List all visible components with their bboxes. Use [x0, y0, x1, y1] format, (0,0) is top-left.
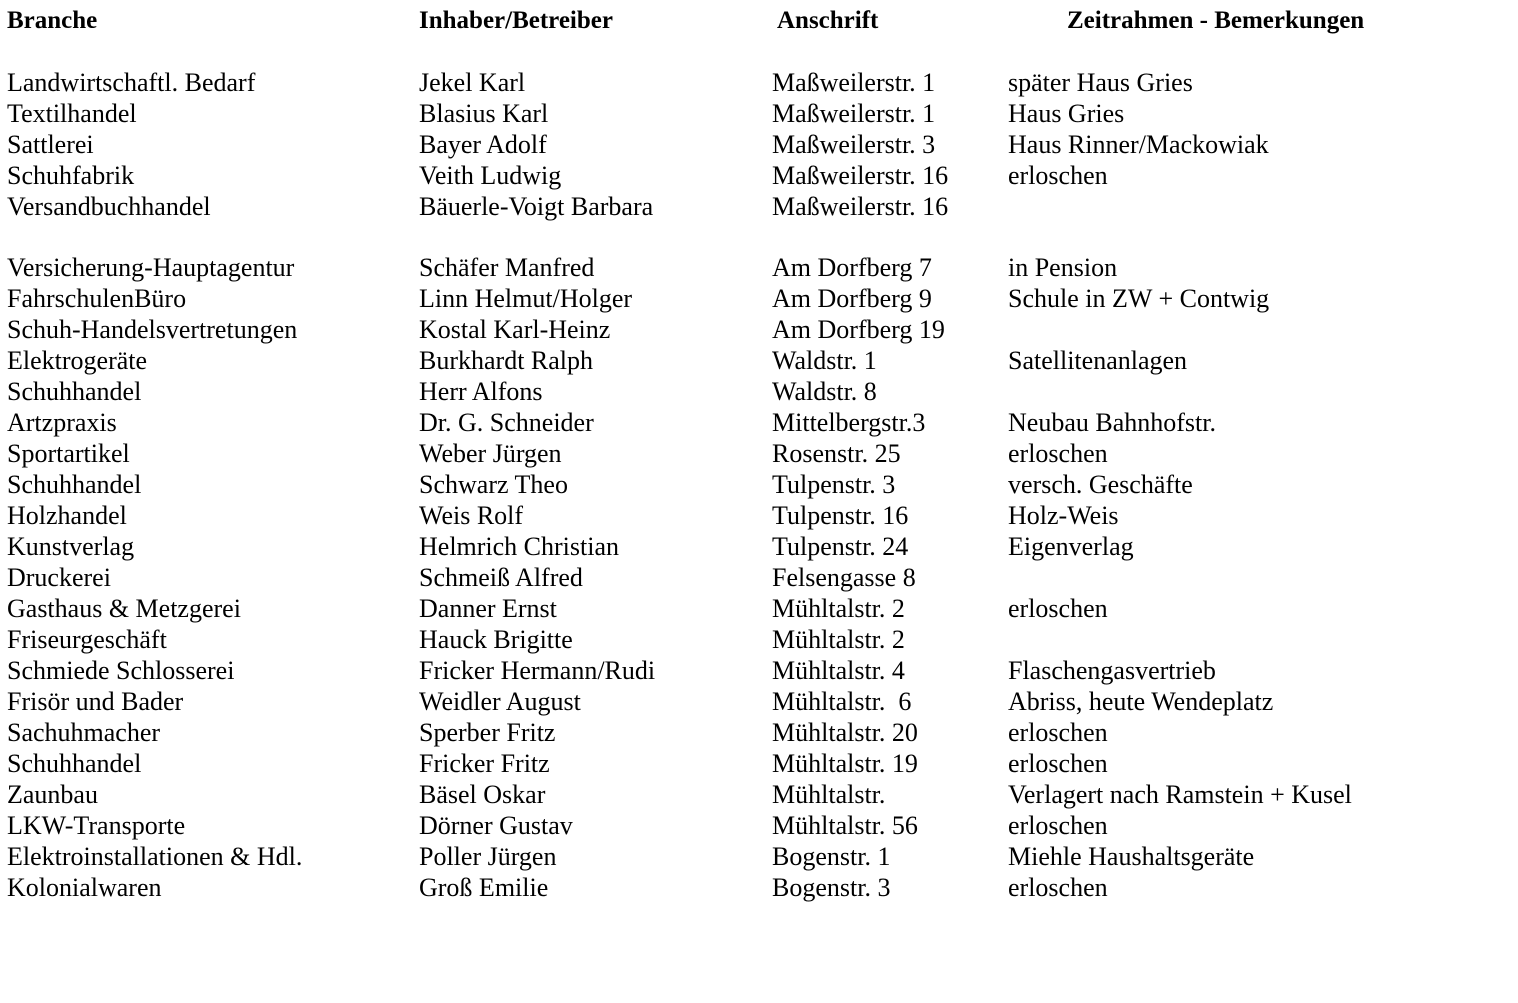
branche-cell: Schuhhandel	[7, 749, 142, 778]
inhaber-cell: Burkhardt Ralph	[419, 346, 594, 375]
branche-cell: Kolonialwaren	[7, 873, 162, 902]
table-row	[0, 283, 1518, 314]
header-bemerkungen: Zeitrahmen - Bemerkungen	[1067, 7, 1365, 34]
branche-cell: Schuhhandel	[7, 470, 142, 499]
table-row	[0, 438, 1518, 469]
table-row	[0, 98, 1518, 129]
inhaber-cell: Bayer Adolf	[419, 130, 547, 159]
branche-cell: Schuhhandel	[7, 377, 142, 406]
table-row	[0, 314, 1518, 345]
inhaber-cell: Fricker Fritz	[419, 749, 550, 778]
table-row	[0, 407, 1518, 438]
bemerkung-cell: versch. Geschäfte	[1008, 470, 1193, 499]
anschrift-cell: Am Dorfberg 9	[772, 284, 932, 313]
inhaber-cell: Bäuerle-Voigt Barbara	[419, 192, 654, 221]
branche-cell: Sportartikel	[7, 439, 130, 468]
inhaber-cell: Blasius Karl	[419, 99, 549, 128]
branche-cell: Schmiede Schlosserei	[7, 656, 235, 685]
table-row	[0, 593, 1518, 624]
header-inhaber: Inhaber/Betreiber	[419, 7, 613, 34]
anschrift-cell: Bogenstr. 1	[772, 842, 891, 871]
anschrift-cell: Mühltalstr. 2	[772, 594, 905, 623]
branche-cell: Elektroinstallationen & Hdl.	[7, 842, 303, 871]
table-row	[0, 500, 1518, 531]
bemerkung-cell: später Haus Gries	[1008, 68, 1193, 97]
branche-cell: Druckerei	[7, 563, 111, 592]
branche-cell: Gasthaus & Metzgerei	[7, 594, 241, 623]
anschrift-cell: Felsengasse 8	[772, 563, 916, 592]
inhaber-cell: Dr. G. Schneider	[419, 408, 594, 437]
table-row	[0, 191, 1518, 222]
header-anschrift: Anschrift	[777, 7, 879, 34]
bemerkung-cell: Miehle Haushaltsgeräte	[1008, 842, 1255, 871]
bemerkung-cell: Schule in ZW + Contwig	[1008, 284, 1270, 313]
bemerkung-cell: Haus Rinner/Mackowiak	[1008, 130, 1269, 159]
branche-cell: Holzhandel	[7, 501, 127, 530]
branche-cell: Schuh-Handelsvertretungen	[7, 315, 298, 344]
branche-cell: Schuhfabrik	[7, 161, 135, 190]
anschrift-cell: Maßweilerstr. 16	[772, 192, 949, 221]
inhaber-cell: Hauck Brigitte	[419, 625, 573, 654]
table-row	[0, 748, 1518, 779]
branche-cell: FahrschulenBüro	[7, 284, 187, 313]
anschrift-cell: Maßweilerstr. 16	[772, 161, 949, 190]
table-row	[0, 841, 1518, 872]
anschrift-cell: Mühltalstr. 2	[772, 625, 905, 654]
bemerkung-cell: erloschen	[1008, 873, 1108, 902]
anschrift-cell: Tulpenstr. 16	[772, 501, 909, 530]
inhaber-cell: Groß Emilie	[419, 873, 549, 902]
bemerkung-cell: Verlagert nach Ramstein + Kusel	[1008, 780, 1352, 809]
inhaber-cell: Veith Ludwig	[419, 161, 562, 190]
branche-cell: Versandbuchhandel	[7, 192, 211, 221]
table-row	[0, 531, 1518, 562]
anschrift-cell: Tulpenstr. 3	[772, 470, 896, 499]
table-row	[0, 67, 1518, 98]
inhaber-cell: Weber Jürgen	[419, 439, 562, 468]
anschrift-cell: Am Dorfberg 7	[772, 253, 932, 282]
bemerkung-cell: Abriss, heute Wendeplatz	[1008, 687, 1274, 716]
bemerkung-cell: erloschen	[1008, 718, 1108, 747]
branche-cell: Friseurgeschäft	[7, 625, 167, 654]
table-row	[0, 655, 1518, 686]
inhaber-cell: Weidler August	[419, 687, 581, 716]
bemerkung-cell: Haus Gries	[1008, 99, 1125, 128]
bemerkung-cell: Satellitenanlagen	[1008, 346, 1188, 375]
inhaber-cell: Poller Jürgen	[419, 842, 557, 871]
bemerkung-cell: erloschen	[1008, 439, 1108, 468]
anschrift-cell: Mühltalstr. 19	[772, 749, 918, 778]
inhaber-cell: Dörner Gustav	[419, 811, 573, 840]
anschrift-cell: Bogenstr. 3	[772, 873, 891, 902]
table-row	[0, 160, 1518, 191]
branche-cell: Elektrogeräte	[7, 346, 148, 375]
branche-cell: Textilhandel	[7, 99, 137, 128]
table-row	[0, 376, 1518, 407]
inhaber-cell: Schwarz Theo	[419, 470, 568, 499]
anschrift-cell: Mühltalstr. 4	[772, 656, 905, 685]
anschrift-cell: Mühltalstr. 56	[772, 811, 918, 840]
anschrift-cell: Waldstr. 1	[772, 346, 877, 375]
inhaber-cell: Danner Ernst	[419, 594, 557, 623]
bemerkung-cell: Holz-Weis	[1008, 501, 1119, 530]
bemerkung-cell: Neubau Bahnhofstr.	[1008, 408, 1216, 437]
branche-cell: Zaunbau	[7, 780, 98, 809]
inhaber-cell: Schäfer Manfred	[419, 253, 595, 282]
table-row	[0, 345, 1518, 376]
branche-cell: Landwirtschaftl. Bedarf	[7, 68, 256, 97]
anschrift-cell: Tulpenstr. 24	[772, 532, 909, 561]
bemerkung-cell: erloschen	[1008, 749, 1108, 778]
anschrift-cell: Mittelbergstr.3	[772, 408, 926, 437]
anschrift-cell: Waldstr. 8	[772, 377, 877, 406]
branche-cell: Frisör und Bader	[7, 687, 184, 716]
anschrift-cell: Maßweilerstr. 3	[772, 130, 936, 159]
table-row	[0, 717, 1518, 748]
table-row	[0, 252, 1518, 283]
bemerkung-cell: in Pension	[1008, 253, 1118, 282]
table-row	[0, 469, 1518, 500]
branche-cell: Kunstverlag	[7, 532, 135, 561]
inhaber-cell: Sperber Fritz	[419, 718, 556, 747]
table-row	[0, 779, 1518, 810]
inhaber-cell: Weis Rolf	[419, 501, 524, 530]
table-row	[0, 686, 1518, 717]
inhaber-cell: Herr Alfons	[419, 377, 543, 406]
bemerkung-cell: erloschen	[1008, 594, 1108, 623]
branche-cell: Artzpraxis	[7, 408, 117, 437]
bemerkung-cell: erloschen	[1008, 161, 1108, 190]
inhaber-cell: Helmrich Christian	[419, 532, 620, 561]
anschrift-cell: Maßweilerstr. 1	[772, 99, 936, 128]
table-row	[0, 129, 1518, 160]
inhaber-cell: Jekel Karl	[419, 68, 526, 97]
table-row	[0, 872, 1518, 903]
anschrift-cell: Maßweilerstr. 1	[772, 68, 936, 97]
anschrift-cell: Rosenstr. 25	[772, 439, 901, 468]
table-row	[0, 624, 1518, 655]
anschrift-cell: Mühltalstr. 6	[772, 687, 912, 716]
inhaber-cell: Kostal Karl-Heinz	[419, 315, 611, 344]
table-row	[0, 810, 1518, 841]
branche-cell: Sattlerei	[7, 130, 94, 159]
inhaber-cell: Schmeiß Alfred	[419, 563, 583, 592]
branche-cell: Sachuhmacher	[7, 718, 161, 747]
anschrift-cell: Mühltalstr.	[772, 780, 886, 809]
anschrift-cell: Am Dorfberg 19	[772, 315, 945, 344]
table-row	[0, 562, 1518, 593]
bemerkung-cell: erloschen	[1008, 811, 1108, 840]
inhaber-cell: Fricker Hermann/Rudi	[419, 656, 656, 685]
inhaber-cell: Linn Helmut/Holger	[419, 284, 633, 313]
inhaber-cell: Bäsel Oskar	[419, 780, 546, 809]
bemerkung-cell: Flaschengasvertrieb	[1008, 656, 1216, 685]
header-branche: Branche	[7, 7, 98, 34]
branche-cell: Versicherung-Hauptagentur	[7, 253, 295, 282]
branche-cell: LKW-Transporte	[7, 811, 186, 840]
anschrift-cell: Mühltalstr. 20	[772, 718, 918, 747]
bemerkung-cell: Eigenverlag	[1008, 532, 1134, 561]
